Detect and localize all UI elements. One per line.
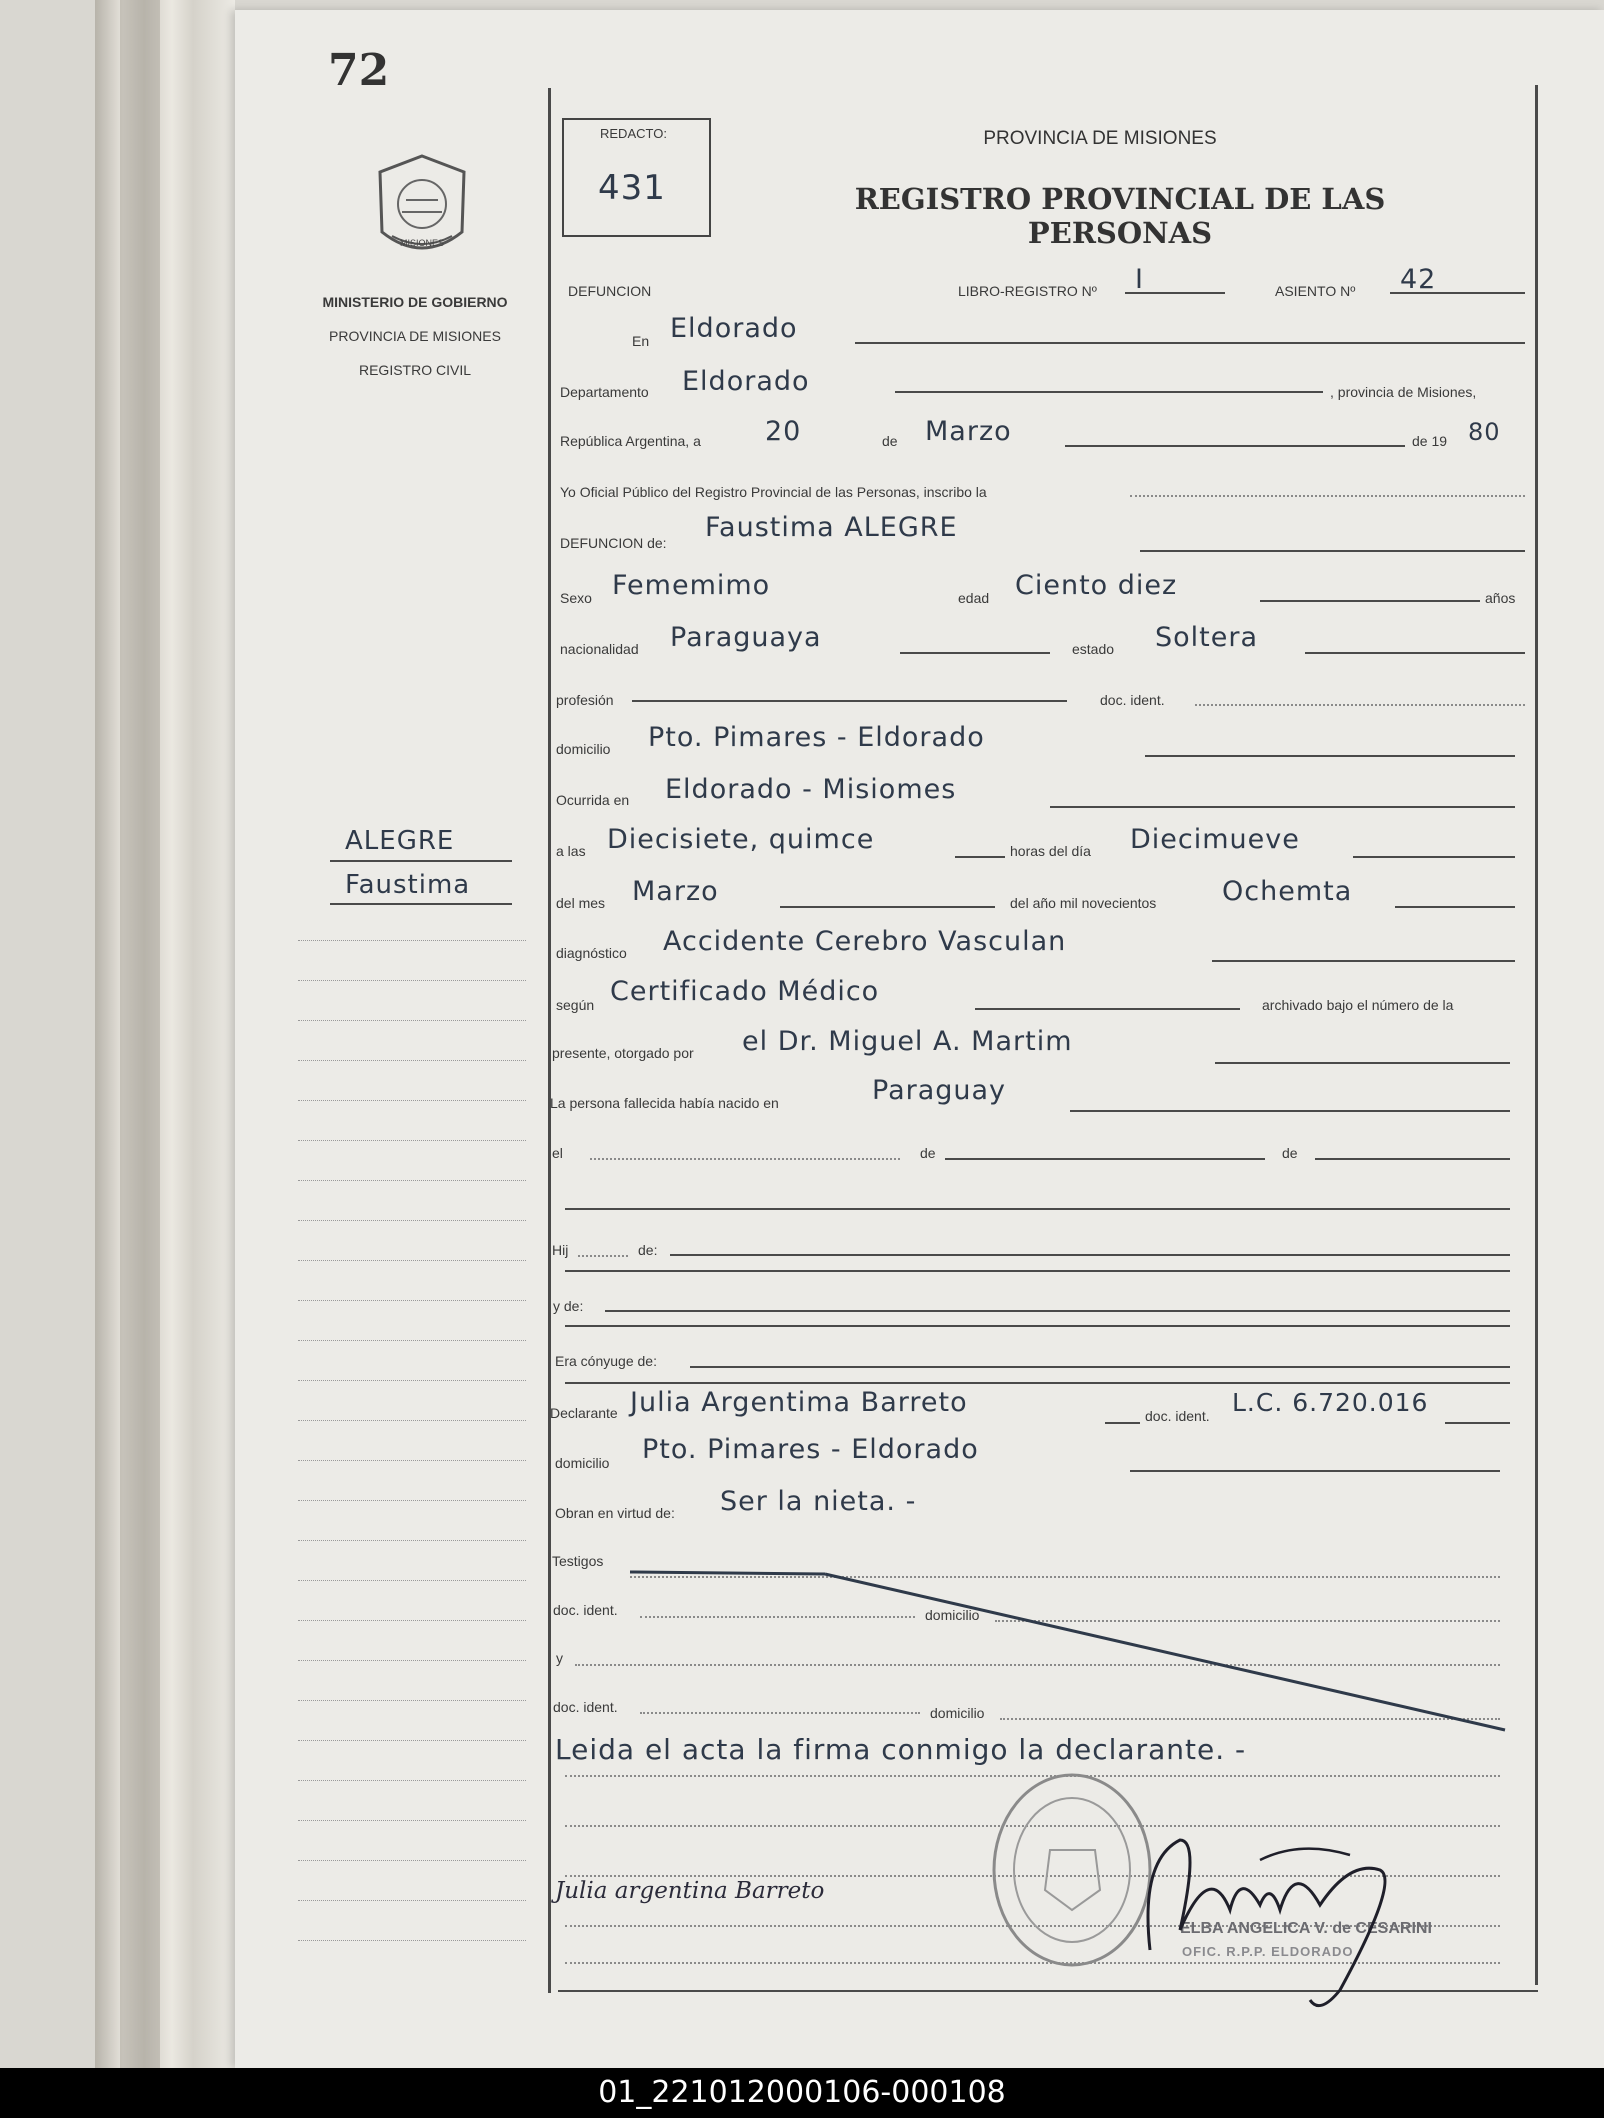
del-anio-value: Ochemta	[1222, 876, 1353, 907]
de1-line	[945, 1158, 1265, 1160]
margin-ruled-line	[298, 1380, 526, 1381]
margin-ruled-line	[298, 1620, 526, 1621]
ocurrida-line	[1050, 806, 1515, 808]
edad-line	[1260, 600, 1480, 602]
domicilio-value: Pto. Pimares - Eldorado	[648, 722, 985, 753]
asiento-label: ASIENTO Nº	[1275, 283, 1356, 299]
nacionalidad-value: Paraguaya	[670, 622, 822, 653]
del-anio-line	[1395, 906, 1515, 908]
conyuge-line	[690, 1366, 1510, 1368]
margin-surname: ALEGRE	[345, 826, 455, 856]
provincia-label: , provincia de Misiones,	[1330, 384, 1477, 400]
del-anio-label: del año mil novecientos	[1010, 895, 1157, 911]
seal-caption: MISIONES	[399, 238, 445, 248]
del-mes-label: del mes	[556, 895, 606, 911]
de-anio-label: de 19	[1412, 433, 1448, 449]
image-code: 01_221012000106-000108	[598, 2075, 1006, 2110]
presente-label: presente, otorgado por	[552, 1045, 694, 1061]
de2-label: de	[1282, 1145, 1298, 1161]
a-las-value: Diecisiete, quimce	[607, 824, 875, 855]
decl-doc-label: doc. ident.	[1145, 1408, 1210, 1424]
diagnostico-value: Accidente Cerebro Vasculan	[663, 926, 1067, 957]
republica-label: República Argentina, a	[560, 433, 701, 449]
libro-line	[1125, 292, 1225, 294]
estado-value: Soltera	[1155, 622, 1259, 653]
de-label: de	[882, 433, 898, 449]
horas-line	[1353, 856, 1515, 858]
a-las-label: a las	[556, 843, 586, 859]
y-de-line-2	[565, 1325, 1510, 1327]
ocurrida-label: Ocurrida en	[556, 792, 630, 808]
declarante-line	[1105, 1422, 1140, 1424]
coat-of-arms-seal-icon	[372, 152, 472, 270]
del-mes-value: Marzo	[632, 876, 719, 907]
domicilio-line	[1145, 755, 1515, 757]
margin-ruled-line	[298, 1420, 526, 1421]
horas-label: horas del día	[1010, 843, 1091, 859]
testigos-label: Testigos	[552, 1553, 604, 1569]
el-line	[590, 1158, 900, 1160]
archivado-label: archivado bajo el número de la	[1262, 997, 1454, 1013]
margin-ruled-line	[298, 1740, 526, 1741]
margin-ruled-line	[298, 1900, 526, 1901]
t-doc-label: doc. ident.	[553, 1602, 618, 1618]
ministry-title: MINISTERIO DE GOBIERNO	[322, 294, 508, 310]
ministry-registry: REGISTRO CIVIL	[358, 362, 472, 378]
profesion-line	[632, 700, 1067, 702]
margin-ruled-line	[298, 1220, 526, 1221]
closing-statement: Leida el acta la firma conmigo la declarante. -	[555, 1733, 1247, 1766]
yo-oficial-line	[1130, 495, 1525, 497]
mes-line	[1065, 445, 1405, 447]
hij-line	[670, 1254, 1510, 1256]
libro-label: LIBRO-REGISTRO Nº	[958, 283, 1097, 299]
doc-ident-line	[1195, 704, 1525, 706]
segun-line	[975, 1008, 1240, 1010]
ocurrida-value: Eldorado - Misiomes	[665, 774, 957, 805]
dia-value: 20	[765, 416, 802, 447]
de1-label: de	[920, 1145, 936, 1161]
y-de-label: y de:	[553, 1298, 584, 1314]
margin-given-underline	[330, 903, 512, 905]
margin-ruled-line	[298, 1100, 526, 1101]
margin-ruled-line	[298, 980, 526, 981]
ministry-province: PROVINCIA DE MISIONES	[329, 328, 501, 344]
stamp-official-role: OFIC. R.P.P. ELDORADO	[1182, 1944, 1354, 1959]
declarante-signature: Julia argentina Barreto	[555, 1878, 825, 1904]
presente-value: el Dr. Miguel A. Martim	[742, 1026, 1073, 1057]
doc-ident-label: doc. ident.	[1100, 692, 1165, 708]
form-right-border	[1535, 85, 1538, 1985]
margin-ruled-line	[298, 1300, 526, 1301]
stamp-official-name: ELBA ANGELICA V. de CESARINI	[1180, 1920, 1432, 1937]
margin-ruled-line	[298, 1500, 526, 1501]
margin-ruled-line	[298, 1460, 526, 1461]
segun-value: Certificado Médico	[610, 976, 880, 1007]
a-las-line	[955, 856, 1005, 858]
t-domicilio-label: domicilio	[925, 1607, 980, 1623]
margin-ruled-line	[298, 1060, 526, 1061]
margin-ruled-line	[298, 940, 526, 941]
libro-value: I	[1135, 264, 1144, 295]
en-line	[855, 342, 1525, 344]
t-domicilio2-label: domicilio	[930, 1705, 985, 1721]
nacido-label: La persona fallecida había nacido en	[550, 1095, 779, 1111]
conyuge-label: Era cónyuge de:	[555, 1353, 657, 1369]
en-value: Eldorado	[670, 313, 798, 344]
record-type-label: DEFUNCION	[568, 283, 652, 299]
official-signature	[1120, 1800, 1440, 2020]
margin-ruled-line	[298, 1020, 526, 1021]
redacto-label: REDACTO:	[600, 126, 667, 141]
presente-line	[1215, 1062, 1510, 1064]
declarante-label: Declarante	[550, 1405, 618, 1421]
estado-label: estado	[1072, 641, 1115, 657]
page-number: 72	[328, 45, 390, 96]
obran-value: Ser la nieta. -	[720, 1486, 917, 1517]
decl-domicilio-line	[1130, 1470, 1500, 1472]
yo-oficial-label: Yo Oficial Público del Registro Provincial de las Personas, inscribo la	[560, 484, 987, 500]
margin-given-name: Faustima	[345, 870, 471, 900]
conyuge-line-2	[565, 1382, 1510, 1384]
province-title: PROVINCIA DE MISIONES	[983, 128, 1217, 149]
defuncion-value: Faustima ALEGRE	[705, 512, 958, 543]
diagnostico-line	[1212, 960, 1515, 962]
book-binding	[120, 0, 160, 2068]
sexo-value: Fememimo	[612, 570, 771, 601]
nacionalidad-label: nacionalidad	[560, 641, 639, 657]
anios-label: años	[1485, 590, 1516, 606]
testigos-strike-line	[600, 1560, 1510, 1740]
blank-line	[565, 1208, 1510, 1210]
decl-doc-value: L.C. 6.720.016	[1232, 1388, 1429, 1417]
nacido-line	[1070, 1110, 1510, 1112]
asiento-value: 42	[1400, 264, 1437, 295]
hij-dots	[578, 1255, 628, 1257]
sexo-label: Sexo	[560, 590, 592, 606]
profesion-label: profesión	[556, 692, 614, 708]
margin-ruled-line	[298, 1940, 526, 1941]
form-left-border	[548, 88, 551, 1993]
y-de-line	[605, 1310, 1510, 1312]
margin-ruled-line	[298, 1660, 526, 1661]
margin-ruled-line	[298, 1260, 526, 1261]
margin-ruled-line	[298, 1180, 526, 1181]
hij-de-label: de:	[638, 1242, 658, 1258]
edad-label: edad	[958, 590, 990, 606]
mes-value: Marzo	[925, 416, 1012, 447]
departamento-label: Departamento	[560, 384, 649, 400]
de2-line	[1315, 1158, 1510, 1160]
margin-ruled-line	[298, 1820, 526, 1821]
defuncion-label: DEFUNCION de:	[560, 535, 667, 551]
departamento-line	[895, 391, 1323, 393]
decl-doc-line	[1445, 1422, 1510, 1424]
estado-line	[1305, 652, 1525, 654]
defuncion-line	[1140, 550, 1525, 552]
obran-label: Obran en virtud de:	[555, 1505, 675, 1521]
t-y-label: y	[556, 1650, 563, 1666]
nacido-value: Paraguay	[872, 1075, 1007, 1106]
departamento-value: Eldorado	[682, 366, 810, 397]
margin-ruled-line	[298, 1780, 526, 1781]
edad-value: Ciento diez	[1015, 570, 1178, 601]
hij-label: Hij	[552, 1242, 569, 1258]
segun-label: según	[556, 997, 595, 1013]
t-doc2-label: doc. ident.	[553, 1699, 618, 1715]
horas-value: Diecimueve	[1130, 824, 1300, 855]
hij-line-2	[565, 1270, 1510, 1272]
margin-ruled-line	[298, 1540, 526, 1541]
margin-ruled-line	[298, 1340, 526, 1341]
redacto-box	[562, 118, 711, 237]
domicilio-label: domicilio	[556, 741, 611, 757]
book-page-stack	[95, 0, 235, 2068]
decl-domicilio-label: domicilio	[555, 1455, 610, 1471]
margin-ruled-line	[298, 1700, 526, 1701]
declarante-value: Julia Argentima Barreto	[630, 1387, 968, 1418]
asiento-line	[1390, 292, 1525, 294]
margin-ruled-line	[298, 1140, 526, 1141]
en-label: En	[632, 333, 650, 349]
margin-surname-underline	[330, 860, 512, 862]
registry-title: REGISTRO PROVINCIAL DE LAS PERSONAS	[854, 182, 1386, 250]
decl-domicilio-value: Pto. Pimares - Eldorado	[642, 1434, 979, 1465]
redacto-value: 431	[598, 168, 666, 208]
diagnostico-label: diagnóstico	[556, 945, 627, 961]
anio-value: 80	[1468, 418, 1501, 446]
del-mes-line	[780, 906, 995, 908]
margin-ruled-line	[298, 1580, 526, 1581]
el-label: el	[552, 1145, 563, 1161]
nacionalidad-line	[900, 652, 1050, 654]
margin-ruled-line	[298, 1860, 526, 1861]
